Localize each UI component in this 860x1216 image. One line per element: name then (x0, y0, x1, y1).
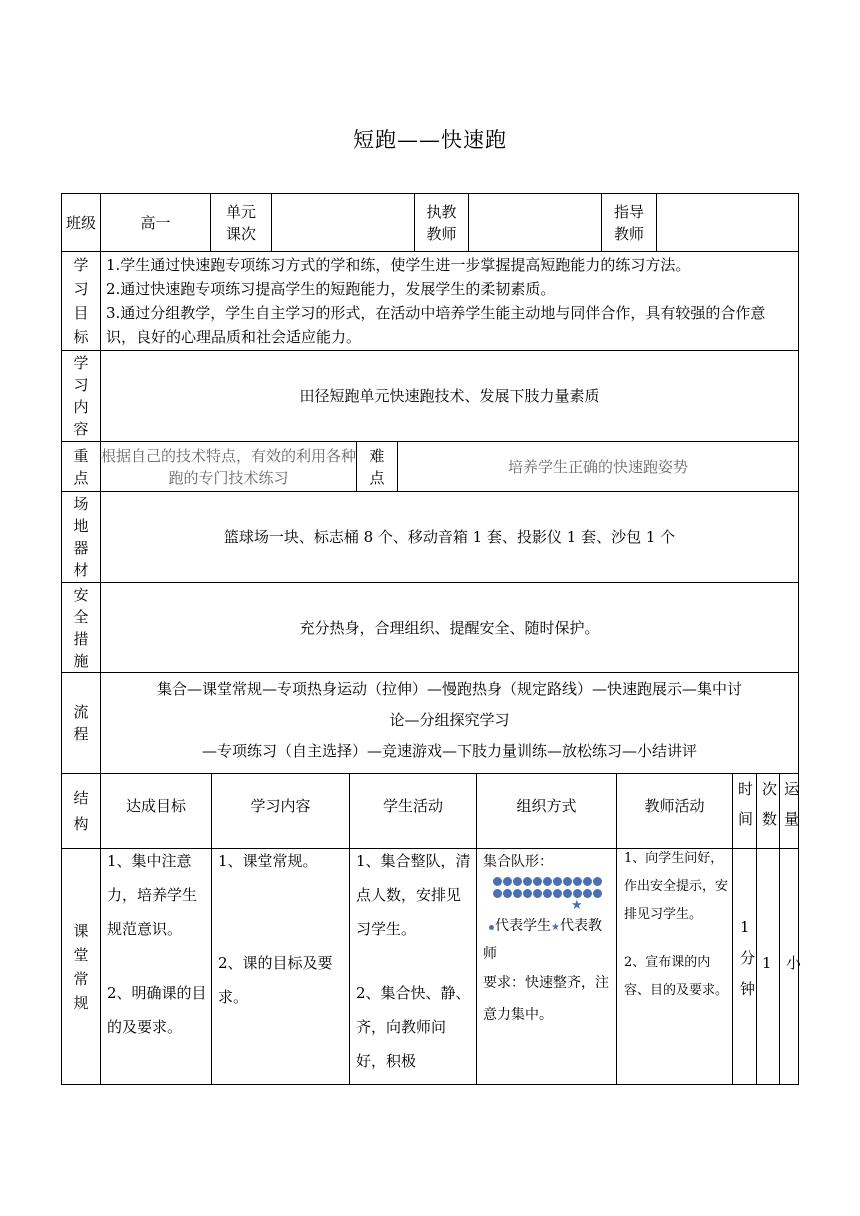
goal-item: 3.通过分组教学，学生自主学习的形式，在活动中培养学生能主动地与同伴合作，具有较强的合作意识，良好的心理品质和社会适应能力。 (106, 304, 766, 346)
org-header: 组织方式 (516, 797, 577, 815)
routine-content-2: 2、课的目标及要求。 (218, 954, 333, 1006)
routine-teacher-1: 1、向学生问好，作出安全提示，安排见习学生。 (624, 851, 729, 922)
routine-time: 1分钟 (740, 918, 756, 998)
routine-count: 1 (762, 954, 772, 972)
difficulty-value: 培养学生正确的快速跑姿势 (507, 457, 688, 476)
class-label: 班级 (66, 213, 97, 232)
routine-load: 小 (786, 954, 802, 972)
formation-title: 集合队形： (483, 854, 553, 870)
load-header: 运量 (784, 780, 800, 828)
class-value: 高一 (140, 213, 171, 232)
unit-label: 单元课次 (225, 202, 256, 243)
routine-teacher-2: 2、宣布课的内容、目的及要求。 (624, 955, 729, 998)
content-label: 学习内容 (73, 354, 89, 438)
process-line-2: 论—分组探究学习 (389, 711, 510, 729)
difficulty-label: 难点 (369, 446, 385, 487)
process-line-1: 集合—课堂常规—专项热身运动（拉伸）—慢跑热身（规定路线）—快速跑展示—集中讨 (156, 680, 742, 698)
structure-header: 结构 (73, 789, 89, 833)
student-header: 学生活动 (382, 797, 443, 815)
routine-student-1: 1、集合整队，清点人数，安排见习学生。 (356, 852, 471, 938)
goal-item: 2.通过快速跑专项练习提高学生的短跑能力，发展学生的柔韧素质。 (106, 280, 556, 298)
routine-goals (107, 844, 207, 1044)
process-label: 流程 (73, 703, 89, 743)
content-value: 田径短跑单元快速跑技术、发展下肢力量素质 (299, 387, 600, 405)
keypoints-value: 根据自己的技术特点，有效的利用各种跑的专门技术练习 (101, 446, 357, 487)
goals-list (106, 253, 794, 349)
teacher-label: 执教教师 (426, 202, 457, 243)
routine-content-1: 1、课堂常规。 (218, 852, 318, 870)
equipment-label: 场地器材 (73, 495, 89, 579)
page-title: 短跑——快速跑 (353, 128, 507, 152)
unit-value (272, 194, 414, 251)
routine-student-2: 2、集合快、静、齐，向教师问好，积极 (356, 984, 471, 1070)
teacher-star-icon: ★ (571, 898, 583, 913)
safety-value: 充分热身，合理组织、提醒安全、随时保护。 (299, 618, 600, 637)
equipment-value: 篮球场一块、标志桶 8 个、移动音箱 1 套、投影仪 1 套、沙包 1 个 (223, 528, 676, 546)
routine-teacher (624, 845, 728, 1005)
routine-student (356, 844, 472, 1084)
formation-dots (493, 877, 613, 887)
teacher-value (469, 194, 601, 251)
formation-legend: 代表学生★代表教师 (483, 918, 602, 962)
advisor-label: 指导教师 (613, 202, 644, 243)
teacher-header: 教师活动 (644, 797, 705, 815)
process-line-3: —专项练习（自主选择）—竞速游戏—下肢力量训练—放松练习—小结讲评 (201, 742, 697, 760)
goal-header: 达成目标 (125, 797, 186, 815)
routine-goal-2: 2、明确课的目的及要求。 (107, 984, 207, 1036)
safety-label: 安全措施 (73, 585, 89, 670)
advisor-value (657, 194, 798, 251)
student-dot-icon (489, 925, 494, 930)
goals-label: 学习目标 (73, 256, 89, 346)
routine-goal-1: 1、集中注意力，培养学生规范意识。 (107, 852, 198, 938)
count-header: 次数 (762, 780, 778, 828)
goal-item: 1.学生通过快速跑专项练习方式的学和练，使学生进一步掌握提高短跑能力的练习方法。 (106, 256, 691, 274)
routine-label: 课堂常规 (73, 921, 89, 1012)
formation-dots-2 (493, 889, 613, 899)
process-flow (101, 673, 798, 773)
org-requirement: 要求：快速整齐，注意力集中。 (483, 975, 609, 1023)
time-header: 时间 (738, 780, 754, 828)
teacher-star-small-icon: ★ (551, 922, 560, 933)
content-header: 学习内容 (250, 797, 311, 815)
keypoints-label: 重点 (73, 446, 89, 487)
routine-content (218, 844, 344, 1014)
routine-org (483, 850, 613, 1031)
